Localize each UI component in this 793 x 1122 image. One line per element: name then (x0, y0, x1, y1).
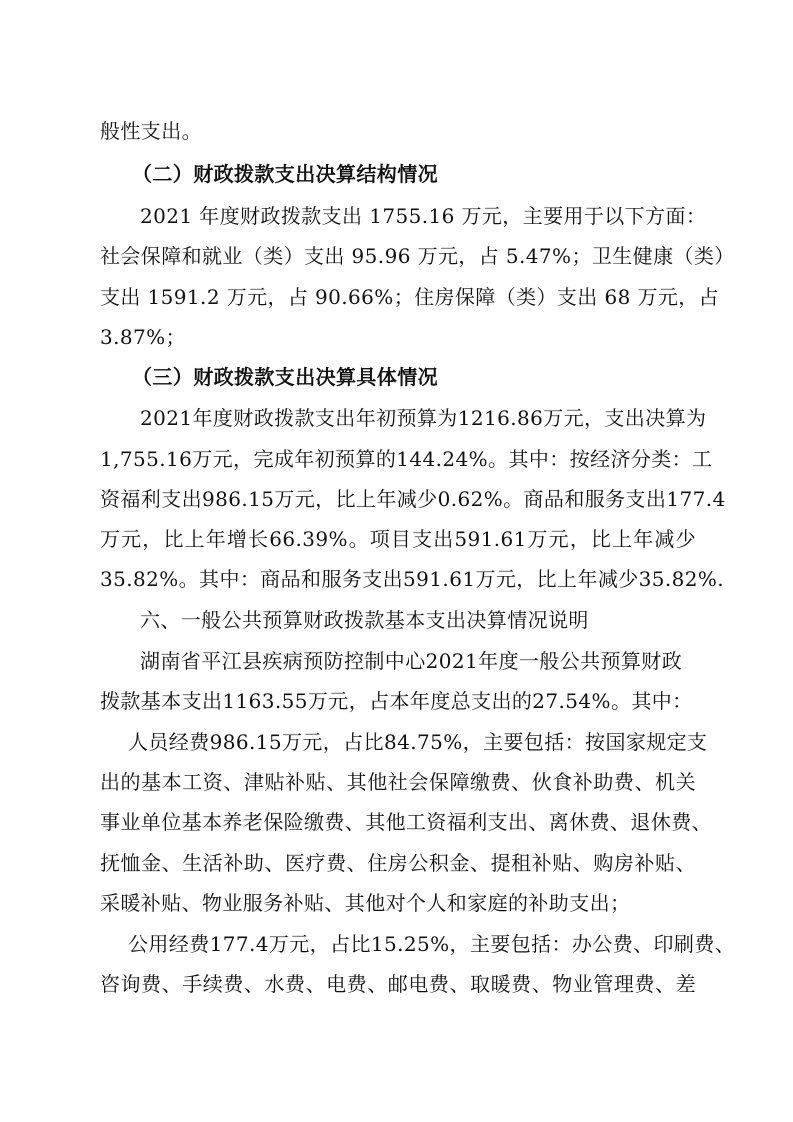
paragraph-line: 抚恤金、生活补助、医疗费、住房公积金、提租补贴、购房补贴、 (100, 851, 696, 875)
paragraph-line: 咨询费、手续费、水费、电费、邮电费、取暖费、物业管理费、差 (100, 972, 696, 996)
paragraph-line: 出的基本工资、津贴补贴、其他社会保障缴费、伙食补助费、机关 (100, 770, 696, 794)
paragraph-line: 支出 1591.2 万元，占 90.66%；住房保障（类）支出 68 万元，占 (100, 285, 720, 309)
paragraph-line: 3.87%； (100, 325, 186, 349)
paragraph-line: 资福利支出986.15万元，比上年减少0.62%。商品和服务支出177.4 (100, 487, 726, 511)
paragraph-line: 人员经费986.15万元，占比84.75%，主要包括：按国家规定支 (128, 730, 708, 754)
paragraph-line: 2021年度财政拨款支出年初预算为1216.86万元，支出决算为 (140, 406, 707, 430)
section-heading-details: （三）财政拨款支出决算具体情况 (132, 365, 438, 389)
paragraph-line: 采暖补贴、物业服务补贴、其他对个人和家庭的补助支出； (100, 891, 631, 915)
paragraph-line: 2021 年度财政拨款支出 1755.16 万元，主要用于以下方面： (140, 204, 707, 228)
paragraph-line: 湖南省平江县疾病预防控制中心2021年度一般公共预算财政 (140, 649, 683, 673)
paragraph-line: 事业单位基本养老保险缴费、其他工资福利支出、离休费、退休费、 (100, 810, 712, 834)
paragraph-line: 拨款基本支出1163.55万元，占本年度总支出的27.54%。其中： (100, 689, 693, 713)
paragraph-line: 公用经费177.4万元，占比15.25%，主要包括：办公费、印刷费、 (128, 932, 736, 956)
section-heading-six: 六、一般公共预算财政拨款基本支出决算情况说明 (140, 608, 589, 632)
paragraph-line: 1,755.16万元，完成年初预算的144.24%。其中：按经济分类：工 (100, 447, 713, 471)
text-line-continuation: 般性支出。 (100, 119, 202, 143)
paragraph-line: 社会保障和就业（类）支出 95.96 万元，占 5.47%；卫生健康（类） (100, 244, 735, 268)
section-heading-structure: （二）财政拨款支出决算结构情况 (132, 162, 438, 186)
paragraph-line: 35.82%。其中：商品和服务支出591.61万元，比上年减少35.82%. (100, 567, 725, 591)
paragraph-line: 万元，比上年增长66.39%。项目支出591.61万元，比上年减少 (100, 527, 696, 551)
